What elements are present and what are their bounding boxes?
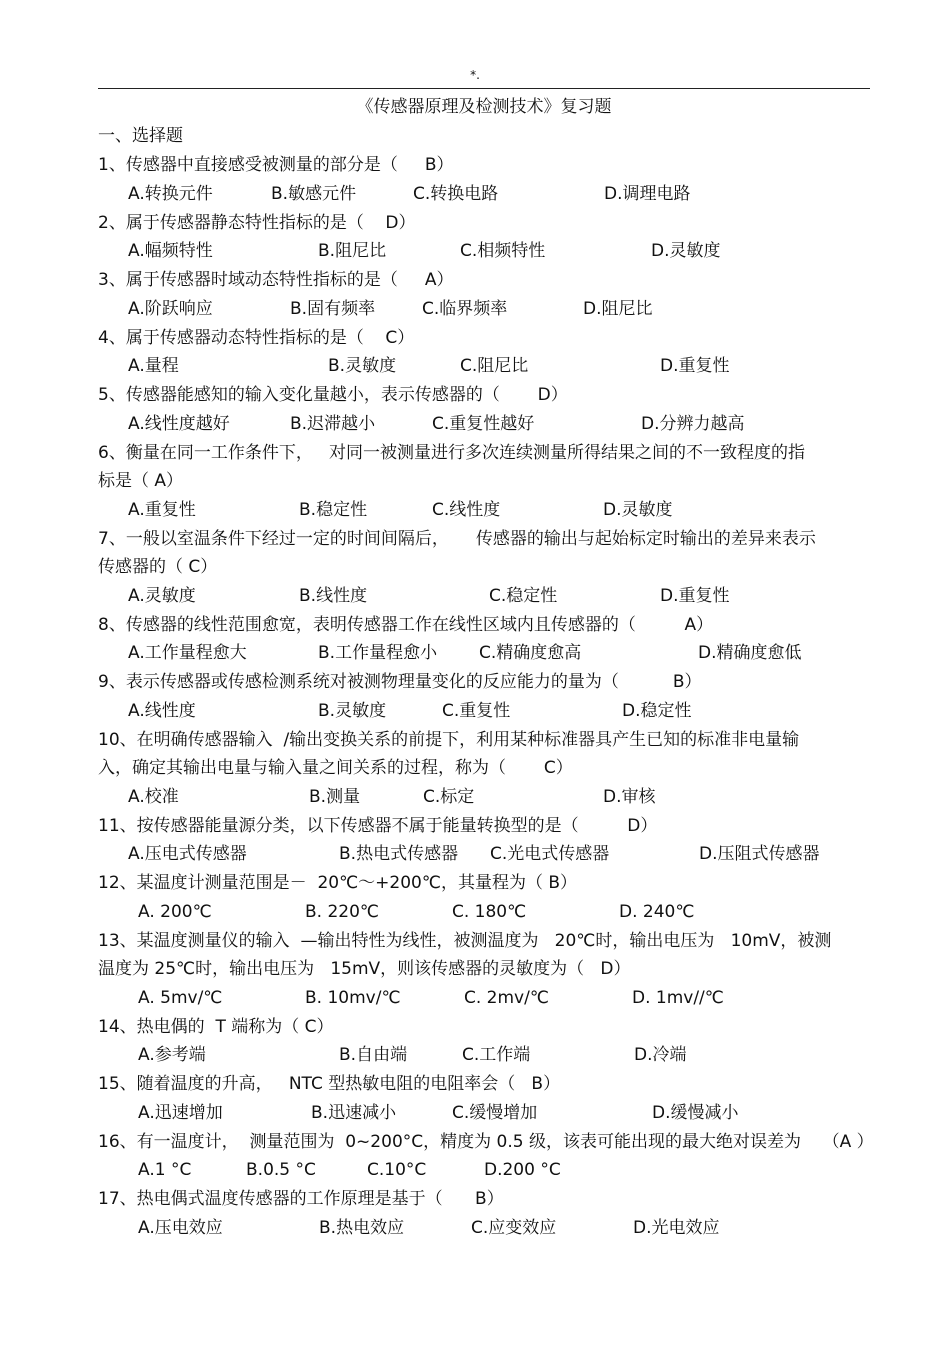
- option-d: D.重复性: [660, 356, 730, 376]
- option-a: A. 5mv/℃: [138, 987, 223, 1008]
- option-b: B.固有频率: [290, 298, 376, 319]
- option-d: D.冷端: [634, 1045, 687, 1065]
- option-c: C.阻尼比: [460, 356, 529, 376]
- option-c: C.重复性越好: [432, 413, 535, 434]
- option-b: B.0.5 °C: [246, 1160, 316, 1180]
- option-c: C.临界频率: [422, 298, 508, 319]
- option-d: D.缓慢减小: [652, 1102, 739, 1123]
- question-list: [98, 151, 874, 1243]
- question-stem: 4、属于传感器动态特性指标的是（ C）: [98, 327, 415, 348]
- option-a: A.重复性: [128, 499, 196, 520]
- question-stem: 传感器的（ C）: [98, 557, 218, 577]
- question-item: [98, 324, 870, 382]
- option-b: B. 10mv/℃: [305, 987, 401, 1008]
- option-d: D. 1mv//℃: [632, 987, 724, 1008]
- option-c: C.线性度: [432, 499, 501, 520]
- option-a: A.参考端: [138, 1045, 206, 1065]
- question-stem: 6、衡量在同一工作条件下， 对同一被测量进行多次连续测量所得结果之间的不一致程度的指: [98, 442, 806, 463]
- option-row: [98, 295, 870, 324]
- option-b: B.工作量程愈小: [318, 643, 438, 663]
- option-a: A.幅频特性: [128, 241, 213, 261]
- option-a: A.转换元件: [128, 183, 213, 204]
- option-row: [98, 1041, 870, 1070]
- question-item: [98, 439, 870, 525]
- option-d: D.审核: [603, 786, 656, 807]
- option-a: A. 200℃: [138, 901, 212, 922]
- option-b: B.灵敏度: [318, 700, 387, 721]
- option-c: C.相频特性: [460, 241, 546, 261]
- option-a: A.1 °C: [138, 1160, 192, 1180]
- option-d: D.精确度愈低: [698, 643, 802, 663]
- question-stem: 1、传感器中直接感受被测量的部分是（ B）: [98, 155, 454, 175]
- option-c: C.10°C: [367, 1160, 427, 1180]
- option-c: C.精确度愈高: [479, 643, 582, 663]
- option-row: [98, 582, 870, 611]
- option-row: [98, 783, 870, 812]
- question-item: [98, 869, 870, 927]
- option-d: D.稳定性: [622, 700, 692, 721]
- question-stem: 15、随着温度的升高， NTC 型热敏电阻的电阻率会（ B）: [98, 1074, 561, 1094]
- option-row: [98, 1099, 870, 1128]
- document-title: 《传感器原理及检测技术》复习题: [356, 97, 612, 117]
- option-b: B.热电式传感器: [339, 844, 459, 864]
- question-item: [98, 611, 870, 669]
- section-heading: 一、选择题: [98, 126, 183, 146]
- question-item: [98, 927, 870, 1013]
- option-b: B.测量: [309, 786, 361, 807]
- option-d: D.200 °C: [484, 1160, 561, 1180]
- question-stem: 16、有一温度计， 测量范围为 0~200°C，精度为 0.5 级，该表可能出现的最大绝对误差为 （A ）: [98, 1131, 874, 1152]
- question-stem: 3、属于传感器时域动态特性指标的是（ A）: [98, 270, 454, 290]
- question-stem: 14、热电偶的 T 端称为（ C）: [98, 1016, 334, 1037]
- option-c: C. 2mv/℃: [464, 987, 549, 1008]
- question-stem: 12、某温度计测量范围是－ 20℃～+200℃，其量程为（ B）: [98, 873, 578, 893]
- option-a: A.量程: [128, 356, 179, 376]
- option-a: A.线性度越好: [128, 413, 230, 434]
- option-row: [98, 1214, 870, 1243]
- option-a: A.迅速增加: [138, 1102, 223, 1123]
- option-b: B.灵敏度: [328, 356, 397, 376]
- question-item: [98, 812, 870, 870]
- question-stem: 7、一般以室温条件下经过一定的时间间隔后， 传感器的输出与起始标定时输出的差异来表示: [98, 528, 816, 549]
- question-stem: 入，确定其输出电量与输入量之间关系的过程，称为（ C）: [98, 758, 573, 778]
- option-b: B. 220℃: [305, 901, 380, 922]
- option-row: [98, 984, 870, 1013]
- option-a: A.压电式传感器: [128, 844, 247, 864]
- option-d: D.光电效应: [633, 1217, 720, 1238]
- option-d: D.灵敏度: [651, 241, 721, 261]
- question-item: [98, 1185, 870, 1243]
- question-item: [98, 1070, 870, 1128]
- option-b: B.稳定性: [299, 499, 368, 520]
- option-a: A.阶跃响应: [128, 298, 213, 319]
- option-row: [98, 1156, 870, 1185]
- option-a: A.灵敏度: [128, 585, 196, 606]
- option-c: C.光电式传感器: [490, 844, 610, 864]
- question-item: [98, 668, 870, 726]
- option-c: C.缓慢增加: [452, 1102, 538, 1123]
- option-d: D. 240℃: [619, 901, 695, 922]
- header-rule: [98, 88, 870, 89]
- question-stem: 5、传感器能感知的输入变化量越小，表示传感器的（ D）: [98, 385, 568, 405]
- question-stem: 13、某温度测量仪的输入 —输出特性为线性，被测温度为 20℃时，输出电压为 10mV，被测: [98, 930, 832, 951]
- option-a: A.工作量程愈大: [128, 643, 247, 663]
- question-item: [98, 209, 870, 267]
- option-d: D.调理电路: [604, 183, 691, 204]
- option-row: [98, 496, 870, 525]
- question-item: [98, 525, 870, 611]
- question-stem: 9、表示传感器或传感检测系统对被测物理量变化的反应能力的量为（ B）: [98, 672, 702, 692]
- option-c: C.转换电路: [413, 183, 499, 204]
- option-d: D.阻尼比: [583, 298, 653, 319]
- option-a: A.校准: [128, 786, 179, 807]
- option-row: [98, 410, 870, 439]
- option-a: A.压电效应: [138, 1217, 223, 1238]
- question-item: [98, 381, 870, 439]
- option-row: [98, 180, 870, 209]
- option-row: [98, 237, 870, 266]
- option-b: B.敏感元件: [271, 183, 357, 204]
- question-stem: 标是（ A）: [98, 471, 184, 491]
- option-c: C. 180℃: [452, 901, 527, 922]
- question-item: [98, 1013, 870, 1071]
- option-b: B.热电效应: [319, 1217, 405, 1238]
- option-row: [98, 898, 870, 927]
- question-stem: 温度为 25℃时，输出电压为 15mV，则该传感器的灵敏度为（ D）: [98, 959, 631, 979]
- option-row: [98, 352, 870, 381]
- question-stem: 10、在明确传感器输入 /输出变换关系的前提下，利用某种标准器具产生已知的标准非电量输: [98, 729, 800, 750]
- question-stem: 2、属于传感器静态特性指标的是（ D）: [98, 212, 416, 233]
- option-b: B.线性度: [299, 585, 368, 606]
- option-b: B.迟滞越小: [290, 413, 376, 434]
- option-c: C.工作端: [462, 1045, 531, 1065]
- question-stem: 17、热电偶式温度传感器的工作原理是基于（ B）: [98, 1189, 504, 1209]
- header-mark: *.: [470, 68, 480, 82]
- option-row: [98, 840, 870, 869]
- option-row: [98, 697, 870, 726]
- option-d: D.压阻式传感器: [699, 844, 820, 864]
- question-item: [98, 151, 870, 209]
- question-stem: 8、传感器的线性范围愈宽，表明传感器工作在线性区域内且传感器的（ A）: [98, 614, 714, 635]
- option-c: C.稳定性: [489, 585, 558, 606]
- question-stem: 11、按传感器能量源分类，以下传感器不属于能量转换型的是（ D）: [98, 815, 658, 836]
- option-c: C.重复性: [442, 700, 511, 721]
- option-c: C.标定: [423, 786, 475, 807]
- option-b: B.迅速减小: [311, 1102, 397, 1123]
- option-d: D.灵敏度: [603, 499, 673, 520]
- question-item: [98, 726, 870, 812]
- option-d: D.分辨力越高: [641, 413, 745, 434]
- option-b: B.自由端: [339, 1045, 408, 1065]
- option-c: C.应变效应: [471, 1217, 557, 1238]
- option-a: A.线性度: [128, 700, 196, 721]
- question-item: [98, 266, 870, 324]
- option-d: D.重复性: [660, 585, 730, 606]
- option-b: B.阻尼比: [318, 241, 387, 261]
- option-row: [98, 639, 870, 668]
- question-item: [98, 1128, 874, 1186]
